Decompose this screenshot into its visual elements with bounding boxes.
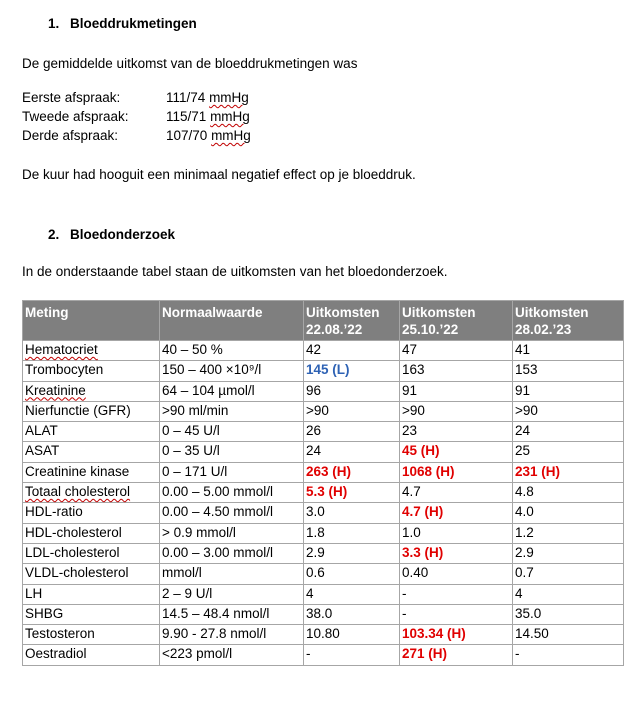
cell-meting: Oestradiol bbox=[23, 645, 160, 665]
measurement-label-3: Derde afspraak: bbox=[22, 128, 119, 143]
header-meting: Meting bbox=[23, 301, 160, 341]
measurement-value-3: 107/70 mmHg bbox=[166, 128, 251, 143]
section-2-title: Bloedonderzoek bbox=[70, 227, 176, 242]
table-row bbox=[23, 604, 624, 624]
table-row bbox=[23, 523, 624, 543]
cell-u1: 10.80 bbox=[304, 625, 400, 645]
cell-u2: - bbox=[400, 584, 513, 604]
cell-u3: 25 bbox=[513, 442, 624, 462]
table-row bbox=[23, 462, 624, 482]
cell-u1: 38.0 bbox=[304, 604, 400, 624]
cell-meting: SHBG bbox=[23, 604, 160, 624]
cell-u2: 45 (H) bbox=[400, 442, 513, 462]
cell-u3: >90 bbox=[513, 401, 624, 421]
cell-u2: 4.7 (H) bbox=[400, 503, 513, 523]
cell-u1: 96 bbox=[304, 381, 400, 401]
cell-u3: - bbox=[513, 645, 624, 665]
cell-normaal: 0 – 45 U/l bbox=[160, 422, 304, 442]
cell-u2: 0.40 bbox=[400, 564, 513, 584]
cell-u3: 91 bbox=[513, 381, 624, 401]
measurement-value-1: 111/74 mmHg bbox=[166, 90, 249, 105]
section-1-number: 1. bbox=[48, 16, 60, 31]
cell-u1: 42 bbox=[304, 341, 400, 361]
section-1-heading bbox=[48, 16, 197, 31]
table-row bbox=[23, 483, 624, 503]
cell-normaal: <223 pmol/l bbox=[160, 645, 304, 665]
cell-u1: 26 bbox=[304, 422, 400, 442]
section-1-title: Bloeddrukmetingen bbox=[70, 16, 197, 31]
table-row bbox=[23, 564, 624, 584]
cell-u1: 24 bbox=[304, 442, 400, 462]
cell-u1: 4 bbox=[304, 584, 400, 604]
cell-u2: - bbox=[400, 604, 513, 624]
header-uitkomsten-3: Uitkomsten 28.02.’23 bbox=[513, 301, 624, 341]
table-row bbox=[23, 625, 624, 645]
cell-meting: Hematocriet bbox=[23, 341, 160, 361]
cell-normaal: 64 – 104 µmol/l bbox=[160, 381, 304, 401]
cell-u2: 91 bbox=[400, 381, 513, 401]
header-normaalwaarde: Normaalwaarde bbox=[160, 301, 304, 341]
cell-u3: 24 bbox=[513, 422, 624, 442]
cell-u3: 41 bbox=[513, 341, 624, 361]
cell-meting: VLDL-cholesterol bbox=[23, 564, 160, 584]
cell-normaal: 9.90 - 27.8 nmol/l bbox=[160, 625, 304, 645]
cell-u2: 23 bbox=[400, 422, 513, 442]
cell-u1: >90 bbox=[304, 401, 400, 421]
cell-u1: 2.9 bbox=[304, 543, 400, 563]
cell-u2: >90 bbox=[400, 401, 513, 421]
cell-meting: HDL-cholesterol bbox=[23, 523, 160, 543]
cell-u2: 103.34 (H) bbox=[400, 625, 513, 645]
cell-meting: Creatinine kinase bbox=[23, 462, 160, 482]
cell-u2: 163 bbox=[400, 361, 513, 381]
cell-normaal: mmol/l bbox=[160, 564, 304, 584]
cell-meting: ALAT bbox=[23, 422, 160, 442]
section-2-number: 2. bbox=[48, 227, 60, 242]
cell-u1: - bbox=[304, 645, 400, 665]
cell-u3: 2.9 bbox=[513, 543, 624, 563]
cell-u3: 153 bbox=[513, 361, 624, 381]
cell-normaal: 0.00 – 4.50 mmol/l bbox=[160, 503, 304, 523]
section-2-intro: In de onderstaande tabel staan de uitkomsten van het bloedonderzoek. bbox=[22, 264, 448, 279]
section-1-conclusion: De kuur had hooguit een minimaal negatief effect op je bloeddruk. bbox=[22, 167, 416, 182]
cell-u1: 145 (L) bbox=[304, 361, 400, 381]
cell-normaal: 150 – 400 ×10⁹/l bbox=[160, 361, 304, 381]
cell-meting: LDL-cholesterol bbox=[23, 543, 160, 563]
measurement-label-1: Eerste afspraak: bbox=[22, 90, 121, 105]
cell-u2: 47 bbox=[400, 341, 513, 361]
cell-meting: Nierfunctie (GFR) bbox=[23, 401, 160, 421]
table-row bbox=[23, 422, 624, 442]
cell-normaal: > 0.9 mmol/l bbox=[160, 523, 304, 543]
cell-u2: 1068 (H) bbox=[400, 462, 513, 482]
cell-normaal: 40 – 50 % bbox=[160, 341, 304, 361]
cell-u3: 231 (H) bbox=[513, 462, 624, 482]
cell-u1: 0.6 bbox=[304, 564, 400, 584]
table-row bbox=[23, 645, 624, 665]
table-row bbox=[23, 543, 624, 563]
cell-u3: 4.0 bbox=[513, 503, 624, 523]
cell-normaal: 0 – 35 U/l bbox=[160, 442, 304, 462]
blood-results-table bbox=[22, 300, 624, 666]
table-row bbox=[23, 341, 624, 361]
cell-meting: LH bbox=[23, 584, 160, 604]
header-uitkomsten-2: Uitkomsten 25.10.’22 bbox=[400, 301, 513, 341]
table-row bbox=[23, 584, 624, 604]
cell-meting: Kreatinine bbox=[23, 381, 160, 401]
cell-normaal: 14.5 – 48.4 nmol/l bbox=[160, 604, 304, 624]
cell-u1: 1.8 bbox=[304, 523, 400, 543]
cell-u3: 4.8 bbox=[513, 483, 624, 503]
cell-u1: 3.0 bbox=[304, 503, 400, 523]
cell-u3: 0.7 bbox=[513, 564, 624, 584]
header-uitkomsten-1: Uitkomsten 22.08.’22 bbox=[304, 301, 400, 341]
measurement-label-2: Tweede afspraak: bbox=[22, 109, 129, 124]
table-row bbox=[23, 401, 624, 421]
section-1-intro: De gemiddelde uitkomst van de bloeddrukmetingen was bbox=[22, 56, 358, 71]
cell-normaal: 0 – 171 U/l bbox=[160, 462, 304, 482]
cell-normaal: 2 – 9 U/l bbox=[160, 584, 304, 604]
section-2-heading bbox=[48, 227, 175, 242]
cell-meting: Trombocyten bbox=[23, 361, 160, 381]
cell-u3: 35.0 bbox=[513, 604, 624, 624]
cell-meting: HDL-ratio bbox=[23, 503, 160, 523]
cell-u2: 271 (H) bbox=[400, 645, 513, 665]
cell-u2: 3.3 (H) bbox=[400, 543, 513, 563]
cell-normaal: 0.00 – 3.00 mmol/l bbox=[160, 543, 304, 563]
table-row bbox=[23, 442, 624, 462]
cell-meting: ASAT bbox=[23, 442, 160, 462]
cell-meting: Totaal cholesterol bbox=[23, 483, 160, 503]
cell-u2: 4.7 bbox=[400, 483, 513, 503]
table-header-row bbox=[23, 301, 624, 341]
cell-meting: Testosteron bbox=[23, 625, 160, 645]
cell-u1: 5.3 (H) bbox=[304, 483, 400, 503]
cell-u3: 4 bbox=[513, 584, 624, 604]
table-row bbox=[23, 361, 624, 381]
measurement-value-2: 115/71 mmHg bbox=[166, 109, 250, 124]
cell-u3: 1.2 bbox=[513, 523, 624, 543]
table-row bbox=[23, 381, 624, 401]
cell-u2: 1.0 bbox=[400, 523, 513, 543]
table-row bbox=[23, 503, 624, 523]
cell-u1: 263 (H) bbox=[304, 462, 400, 482]
cell-u3: 14.50 bbox=[513, 625, 624, 645]
cell-normaal: 0.00 – 5.00 mmol/l bbox=[160, 483, 304, 503]
cell-normaal: >90 ml/min bbox=[160, 401, 304, 421]
